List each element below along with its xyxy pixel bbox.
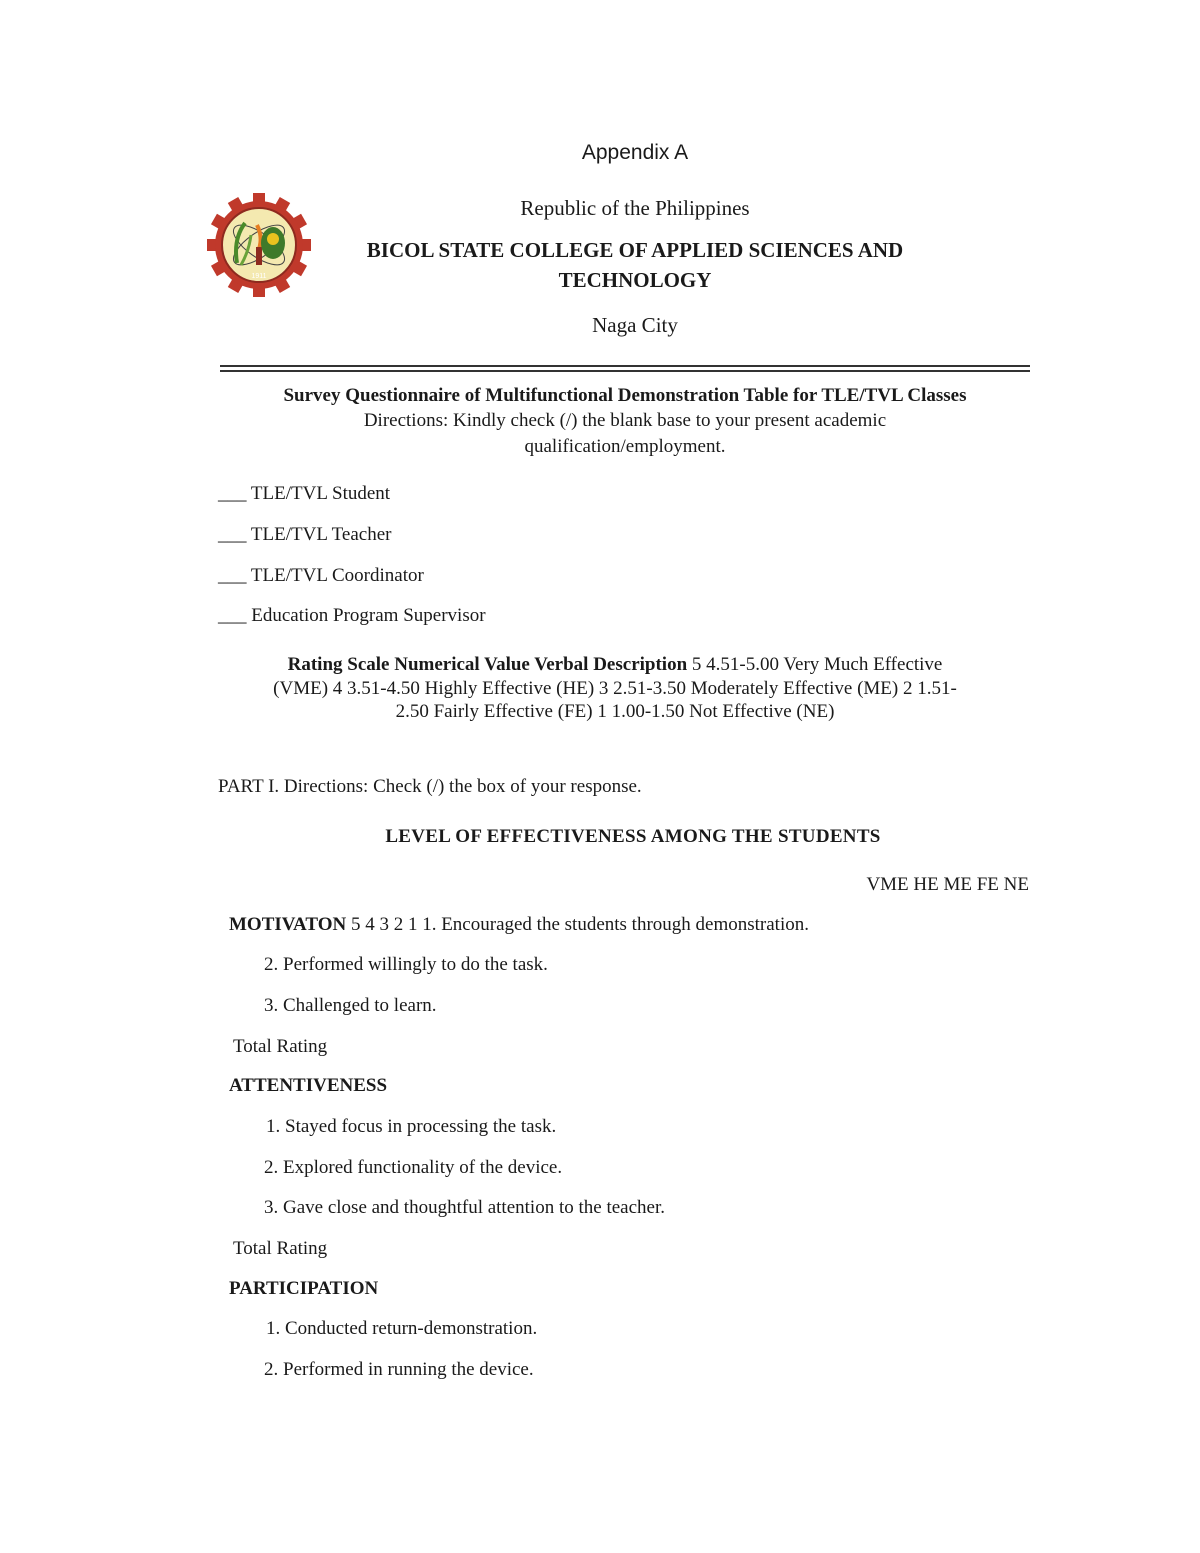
rating-scale-line2: (VME) 4 3.51-4.50 Highly Effective (HE) 3 2.51-3.50 Moderately Effective (ME) 2 1.51- <box>273 678 957 699</box>
college-name-line2: TECHNOLOGY <box>558 268 712 292</box>
rating-scale-line1 <box>0 654 1200 676</box>
option-label: Education Program Supervisor <box>251 605 486 626</box>
rating-scale-values: 5 4.51-5.00 Very Much Effective <box>687 654 943 675</box>
option-label: TLE/TVL Student <box>250 483 391 504</box>
participation-label: PARTICIPATION <box>229 1278 379 1299</box>
participation-item-2: 2. Performed in running the device. <box>264 1359 534 1380</box>
motivation-item-3: 3. Challenged to learn. <box>264 995 437 1016</box>
rating-scale-label: Rating Scale Numerical Value Verbal Description <box>287 654 688 675</box>
attentiveness-total-rating: Total Rating <box>233 1238 328 1259</box>
city-line: Naga City <box>592 313 678 337</box>
option-label: TLE/TVL Coordinator <box>250 565 424 586</box>
survey-directions-line2: qualification/employment. <box>524 436 726 457</box>
attentiveness-item-2: 2. Explored functionality of the device. <box>264 1157 563 1178</box>
header-divider-top <box>220 365 1030 367</box>
motivation-item-2: 2. Performed willingly to do the task. <box>264 954 548 975</box>
header-divider-bottom <box>220 370 1030 372</box>
motivation-item-1: 5 4 3 2 1 1. Encouraged the students through demonstration. <box>346 914 809 935</box>
republic-line: Republic of the Philippines <box>520 196 750 220</box>
survey-directions-line1: Directions: Kindly check (/) the blank base to your present academic <box>363 410 887 431</box>
attentiveness-item-1: 1. Stayed focus in processing the task. <box>266 1116 557 1137</box>
option-blank: ___ <box>218 565 247 586</box>
part1-heading: LEVEL OF EFFECTIVENESS AMONG THE STUDENTS <box>385 826 881 847</box>
participation-item-1: 1. Conducted return-demonstration. <box>266 1318 538 1339</box>
motivation-total-rating: Total Rating <box>233 1036 328 1057</box>
option-label: TLE/TVL Teacher <box>250 524 392 545</box>
option-education-supervisor[interactable] <box>218 605 486 627</box>
college-name-line1: BICOL STATE COLLEGE OF APPLIED SCIENCES AND <box>366 238 904 262</box>
survey-title: Survey Questionnaire of Multifunctional Demonstration Table for TLE/TVL Classes <box>283 385 967 406</box>
attentiveness-item-3: 3. Gave close and thoughtful attention to the teacher. <box>264 1197 665 1218</box>
option-tle-teacher[interactable] <box>218 524 392 546</box>
part1-directions: PART I. Directions: Check (/) the box of your response. <box>218 776 642 797</box>
option-tle-coordinator[interactable] <box>218 565 424 587</box>
seal-year: 1911 <box>251 273 267 280</box>
motivation-label: MOTIVATON <box>229 914 347 935</box>
option-blank: ___ <box>218 483 247 504</box>
rating-columns-header: VME HE ME FE NE <box>866 874 1029 895</box>
option-blank: ___ <box>218 605 247 626</box>
appendix-heading: Appendix A <box>581 141 689 164</box>
attentiveness-label: ATTENTIVENESS <box>229 1075 388 1096</box>
motivation-row <box>229 914 809 936</box>
option-blank: ___ <box>218 524 247 545</box>
option-tle-student[interactable] <box>218 483 390 505</box>
rating-scale-line3: 2.50 Fairly Effective (FE) 1 1.00-1.50 Not Effective (NE) <box>395 701 835 722</box>
